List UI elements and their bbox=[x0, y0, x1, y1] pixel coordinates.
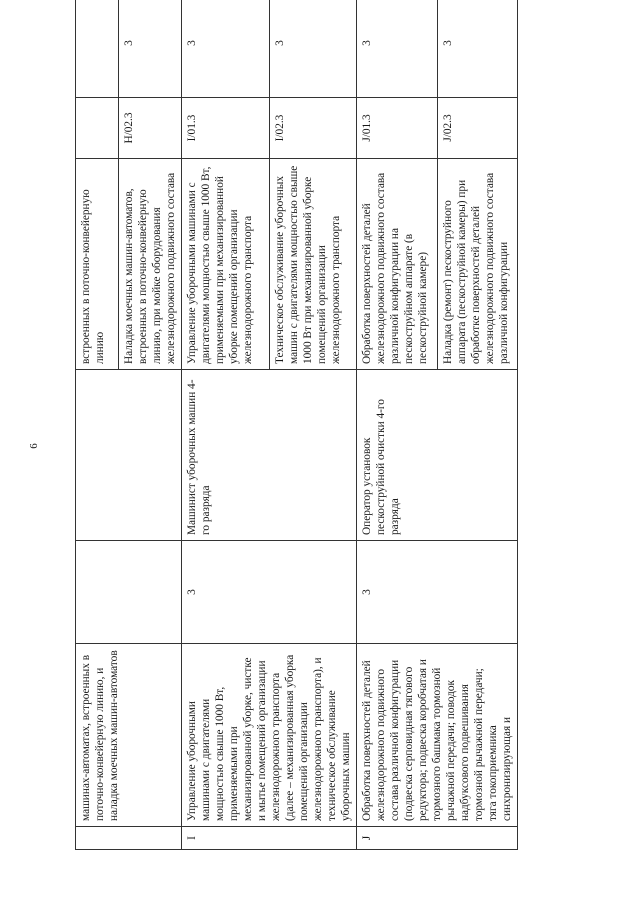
table-row bbox=[357, 0, 438, 850]
cell-function-level: 3 bbox=[182, 0, 270, 98]
table-row bbox=[182, 0, 270, 850]
cell-code: J bbox=[357, 827, 518, 850]
cell-function: встроенных в поточно-конвейерную линию bbox=[76, 159, 119, 370]
cell-code bbox=[76, 827, 182, 850]
cell-function: Обработка поверхностей деталей железнодорожного подвижного состава различной конфигурации на пескоструйном аппарате (в пескоструйной камере) bbox=[357, 159, 438, 370]
functions-table bbox=[75, 0, 518, 850]
cell-level bbox=[76, 541, 182, 644]
cell-profession: Машинист уборочных машин 4-го разряда bbox=[182, 370, 357, 541]
cell-profession: Оператор установок пескоструйной очистки 4-го разряда bbox=[357, 370, 518, 541]
table-row bbox=[76, 0, 119, 850]
cell-code: I bbox=[182, 827, 357, 850]
cell-function-level: 3 bbox=[437, 0, 518, 98]
cell-function-code: J/01.3 bbox=[357, 98, 438, 159]
cell-level: 3 bbox=[182, 541, 357, 644]
cell-function-code bbox=[76, 98, 119, 159]
cell-function-level bbox=[76, 0, 119, 98]
page-number: 6 bbox=[28, 443, 40, 449]
cell-function-level: 3 bbox=[269, 0, 357, 98]
cell-function: Наладка (ремонт) пескоструйного аппарата (пескоструйной камеры) при обработке поверхностей деталей железнодорожного подвижного состава различной конфигурации bbox=[437, 159, 518, 370]
cell-function: Техническое обслуживание уборочных машин с двигателями мощностью свыше 1000 Вт при механизированной уборке помещений организации железнодорожного транспорта bbox=[269, 159, 357, 370]
rotated-table-container bbox=[75, 40, 605, 850]
cell-profession bbox=[76, 370, 182, 541]
cell-function: Наладка моечных машин-автоматов, встроенных в поточно-конвейерную линию, при мойке оборудования железнодорожного подвижного состава bbox=[119, 159, 182, 370]
cell-function-code: H/02.3 bbox=[119, 98, 182, 159]
cell-function-level: 3 bbox=[357, 0, 438, 98]
cell-level: 3 bbox=[357, 541, 518, 644]
cell-function-code: J/02.3 bbox=[437, 98, 518, 159]
cell-function: Управление уборочными машинами с двигателями мощностью свыше 1000 Вт, применяемыми при механизированной уборке помещений организации железнодорожного транспорта bbox=[182, 159, 270, 370]
cell-general-function: Обработка поверхностей деталей железнодорожного подвижного состава различной конфигурации (подвеска серповидная тягового редуктора; подвеска коробчатая и тормозного башмака тормозной рычажной передачи; поводок надбуксового подвешивания тормозной рычажной передачи; тяга токоприемника синхронизирующая и bbox=[357, 644, 518, 827]
cell-general-function: Управление уборочными машинами с двигателями мощностью свыше 1000 Вт, применяемыми при механизированной уборке, чистке и мытье помещений организации железнодорожного транспорта (далее – механизированная уборка помещений организации железнодорожного транспорта), и техническое обслуживание уборочных машин bbox=[182, 644, 357, 827]
cell-function-code: I/01.3 bbox=[182, 98, 270, 159]
cell-general-function: машинах-автоматах, встроенных в поточно-конвейерную линию, и наладка моечных машин-автоматов bbox=[76, 644, 182, 827]
cell-function-code: I/02.3 bbox=[269, 98, 357, 159]
cell-function-level: 3 bbox=[119, 0, 182, 98]
